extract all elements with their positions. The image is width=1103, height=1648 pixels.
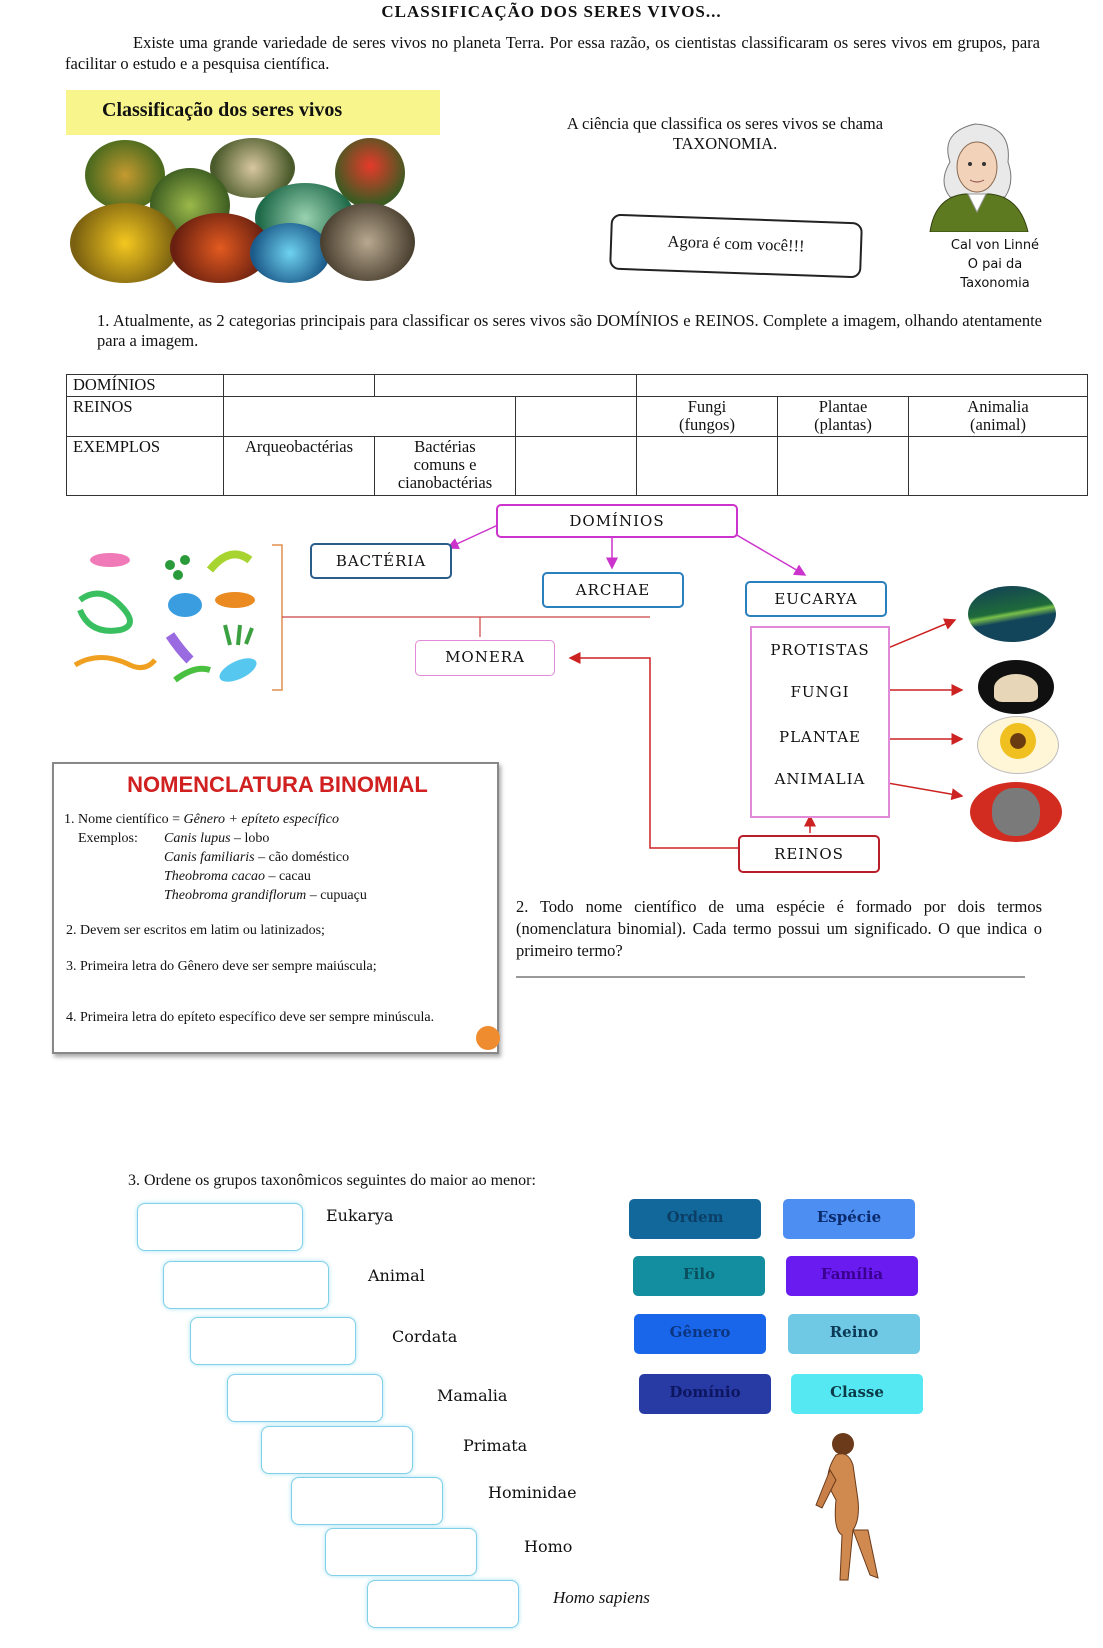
caption-line-2: O pai da [967,257,1023,272]
tile-familia[interactable]: Família [786,1256,918,1296]
rank-answer-box-8[interactable] [367,1580,519,1628]
rank-answer-box-2[interactable] [163,1261,329,1309]
row-header-reinos: REINOS [67,397,224,437]
example-4: Theobroma grandiflorum – cupuaçu [164,888,367,903]
examples-label: Exemplos: [78,831,138,846]
nomenclature-item-3: 3. Primeira letra do Gênero deve ser sempre maiúscula; [66,959,377,974]
taxonomy-line-2: TAXONOMIA. [672,134,778,153]
cell-fungi: Fungi (fungos) [637,397,778,437]
intro-paragraph: Existe uma grande variedade de seres vivos no planeta Terra. Por essa razão, os cientistas classificaram os seres vivos em grupos, para facilitar o estudo e a pesquisa científica. [65,33,1040,73]
diagram-fungi-label: FUNGI [790,683,850,701]
rank-answer-box-5[interactable] [261,1426,413,1474]
question-1: 1. Atualmente, as 2 categorias principais para classificar os seres vivos são DOMÍNIOS e REINOS. Complete a imagem, olhando atentamente para a imagem. [97,311,1042,350]
cell-example-archaea: Arqueobactérias [224,437,375,496]
question-3: 3. Ordene os grupos taxonômicos seguintes do maior ao menor: [128,1172,536,1189]
caption-line-1: Cal von Linné [950,238,1040,253]
sunflower-icon [1000,723,1036,759]
row-header-exemplos: EXEMPLOS [67,437,224,496]
rank-answer-box-7[interactable] [325,1528,477,1576]
rank-label-eukarya: Eukarya [326,1206,394,1225]
orange-dot-icon [476,1026,500,1050]
plantae-picture [977,716,1059,774]
rank-label-mamalia: Mamalia [437,1386,508,1405]
animalia-picture [970,782,1062,842]
diagram-dominios-box: DOMÍNIOS [496,504,738,538]
page-title: CLASSIFICAÇÃO DOS SERES VIVOS... [381,2,722,21]
nomenclature-box [52,762,499,1054]
diagram-protistas-label: PROTISTAS [770,641,870,659]
example-3: Theobroma cacao – cacau [164,869,311,884]
row-header-dominios: DOMÍNIOS [67,375,224,397]
taxonomy-line-1: A ciência que classifica os seres vivos se chama [566,114,884,133]
rank-answer-box-3[interactable] [190,1317,356,1365]
diagram-plantae-label: PLANTAE [779,728,861,746]
rank-label-cordata: Cordata [392,1327,458,1346]
question-2: 2. Todo nome científico de uma espécie é formado por dois termos (nomenclatura binomial). Cada termo possui um significado. O que indica o primeiro termo? [516,897,1042,960]
example-list [164,829,367,905]
speech-bubble: Agora é com você!!! [609,214,863,279]
rank-answer-box-6[interactable] [291,1477,443,1525]
example-2: Canis familiaris – cão doméstico [164,850,350,865]
classification-banner: Classificação dos seres vivos [66,90,440,135]
cell-animalia: Animalia (animal) [909,397,1088,437]
tile-genero[interactable]: Gênero [634,1314,766,1354]
elephant-icon [992,788,1040,836]
diagram-animalia-label: ANIMALIA [774,770,866,788]
nomenclature-item-2: 2. Devem ser escritos em latim ou latinizados; [66,923,325,938]
tile-filo[interactable]: Filo [633,1256,765,1296]
tile-reino[interactable]: Reino [788,1314,920,1354]
nomenclature-item-1: 1. Nome científico = Gênero + epíteto específico [64,812,339,827]
protist-picture [968,586,1056,642]
rank-label-hominidae: Hominidae [488,1483,577,1502]
diagram-bacteria-box: BACTÉRIA [310,543,452,579]
diagram-reinos-box: REINOS [738,835,880,873]
tile-classe[interactable]: Classe [791,1374,923,1414]
cell-example-bacteria: Bactérias comuns e cianobactérias [375,437,516,496]
diagram-monera-box: MONERA [415,640,555,676]
rank-answer-box-1[interactable] [137,1203,303,1251]
tile-dominio[interactable]: Domínio [639,1374,771,1414]
tile-especie[interactable]: Espécie [783,1199,915,1239]
example-1: Canis lupus – lobo [164,831,270,846]
rank-label-homo: Homo [524,1537,573,1556]
diagram-archae-box: ARCHAE [542,572,684,608]
human-figure-illustration [808,1430,898,1590]
mushroom-icon [994,674,1038,702]
fungi-picture [978,660,1054,714]
microorganisms-illustration [70,540,270,690]
caption-line-3: Taxonomia [960,276,1030,291]
cell-plantae: Plantae (plantas) [778,397,909,437]
diagram-eucarya-box: EUCARYA [745,581,887,617]
nomenclature-item-4: 4. Primeira letra do epíteto específico deve ser sempre minúscula. [66,1010,435,1025]
tile-ordem[interactable]: Ordem [629,1199,761,1239]
nomenclature-title: NOMENCLATURA BINOMIAL [127,772,428,797]
rank-label-homo-sapiens: Homo sapiens [553,1588,650,1607]
rank-label-animal: Animal [368,1266,425,1285]
rank-label-primata: Primata [463,1436,528,1455]
rank-answer-box-4[interactable] [227,1374,383,1422]
